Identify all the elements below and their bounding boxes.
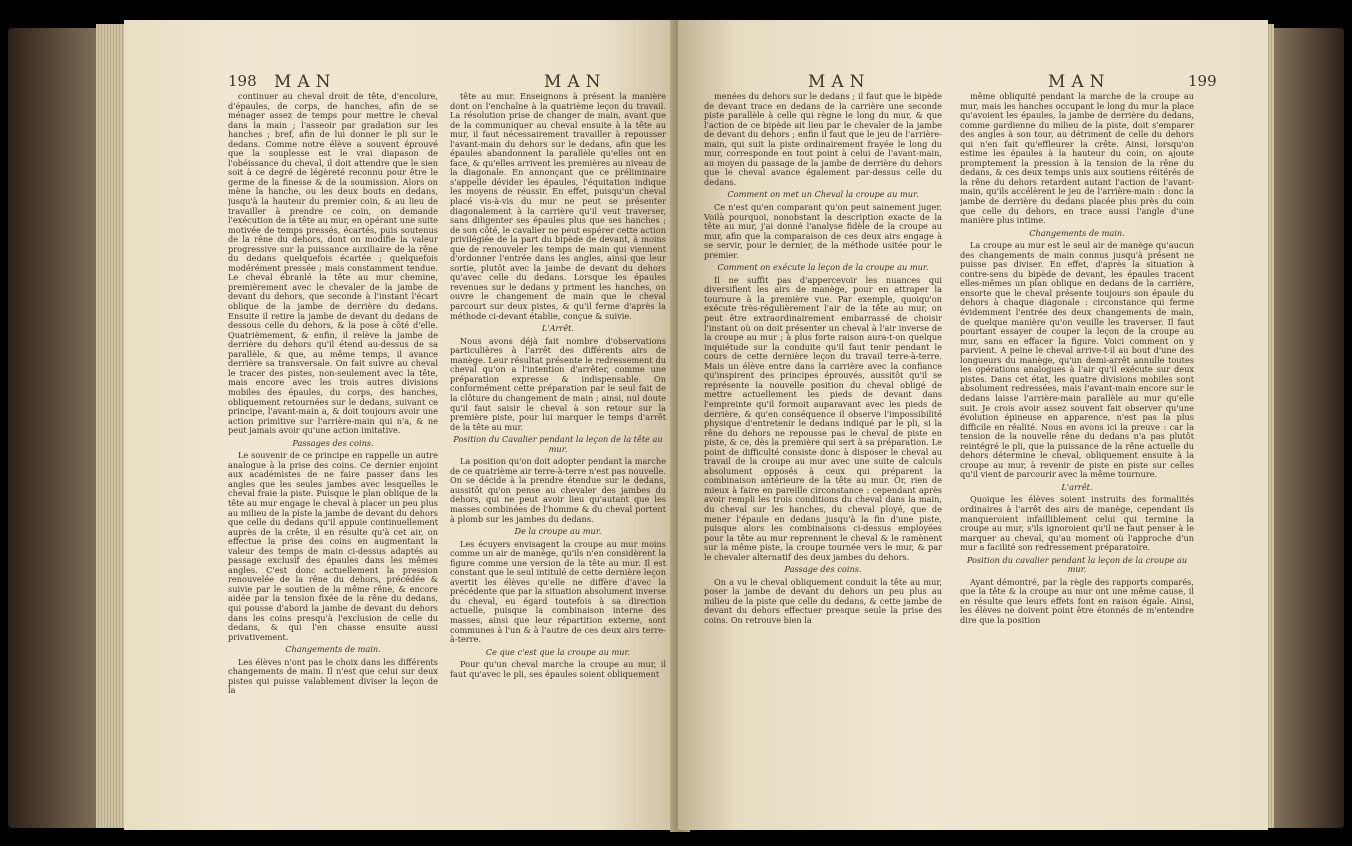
left-running-head-1: MAN — [274, 72, 337, 92]
section-heading: Comment on met un Cheval la croupe au mur. — [727, 189, 919, 200]
section-heading: Passage des coins. — [784, 564, 862, 575]
right-running-head-1: MAN — [808, 72, 871, 92]
left-column-2 — [450, 92, 666, 822]
section-heading: Position du Cavalier pendant la leçon de la tête au mur. — [453, 434, 663, 454]
right-column-2 — [960, 92, 1194, 822]
paragraph: Les élèves n'ont pas le choix dans les différents changements de main. Il n'est que celui sur deux pistes qui puisse valablement diviser la leçon de la — [228, 656, 438, 696]
paragraph: Les écuyers envisagent la croupe au mur moins comme un air de manège, qu'ils n'en considèrent la figure comme une version de la tête au mur. Il est constant que le seul intitulé de cette dernière leçon avertit les élèves qu'elle ne diffère d'avec la précédente que par la situation absolument inverse du cheval, eu égard toutefois à sa direction actuelle, puisque la combinaison interne des masses, ainsi que leur répartition externe, sont communes à l'un & à l'autre de ces deux airs terre-à-terre. — [450, 538, 666, 645]
paragraph: Le souvenir de ce principe en rappelle un autre analogue à la prise des coins. Ce dernier enjoint aux académistes de ne faire passer dans les angles que les seules jambes avec lesquelles le cheval fraie la piste. Puisque le plan oblique de la tête au mur engage le cheval à placer un peu plus au milieu de la piste la jambe de devant du dehors que celle du dedans qu'il appuie continuellement auprès de la crête, il en résulte qu'à cet air, on effectue la prise des coins en augmentant la valeur des temps de main ci-dessus adaptés au passage exclusif des épaules dans les mêmes angles. C'est donc actuellement la pression renouvelée de la rêne du dehors, précédée & suivie par le soutien de la même rêne, & encore aidée par la tension fixée de la rêne du dedans, qui pousse d'abord la jambe de devant du dehors dans les coins presqu'à l'exclusion de celle du dedans, & qui l'en chasse ensuite aussi privativement. — [228, 450, 438, 642]
section-heading: Ce que c'est que la croupe au mur. — [485, 646, 631, 657]
right-page — [678, 20, 1268, 830]
section-heading: Passages des coins. — [292, 437, 374, 448]
paragraph: tête au mur. Enseignons à présent la manière dont on l'enchaîne à la quatrième leçon du travail. La résolution prise de changer de main, avant que de la communiquer au cheval ensuite à la tête au mur, il faut nécessairement travailler à repousser l'avant-main du dehors sur le dedans, afin que les épaules abandonnent la parallèle qu'elles ont en face, & qu'elles arrivent les premières au niveau de la diagonale. En annonçant que ce préliminaire s'appelle dévider les épaules, l'équitation indique les moyens de réussir. En effet, puisqu'un cheval placé vis-à-vis du mur ne peut se présenter diagonalement à la carrière qu'il veut traverser, sans diligenter ses épaules plus que ses hanches ; de son côté, le cavalier ne peut espérer cette action privilégiée de la part du bipède de devant, à moins que de renouveler les temps de main qui viennent d'ordonner l'entrée dans les angles, ainsi que leur sortie, plutôt avec la jambe de devant du dehors qu'avec celle du dedans. Lorsque les épaules revenues sur le dedans y priment les hanches, on ouvre le changement de main que le cheval parcourt sur deux pistes, & qu'il ferme d'après la méthode ci-devant établie, conçue & suivie. — [450, 92, 666, 321]
left-running-head-2: MAN — [544, 72, 607, 92]
paragraph: Quoique les élèves soient instruits des formalités ordinaires à l'arrêt des airs de manège, cependant ils manqueroient infailliblement celui qui termine la croupe au mur, s'ils ignoroient qu'il ne faut penser à le marquer au cheval, qu'au moment où l'approche d'un mur a facilité son redressement préparatoire. — [960, 494, 1194, 553]
section-heading: Changements de main. — [1029, 227, 1125, 238]
paragraph: Ce n'est qu'en comparant qu'on peut sainement juger. Voilà pourquoi, nonobstant la description exacte de la tête au mur, j'ai donné l'analyse fidèle de la croupe au mur, afin que la comparaison de ces deux airs engage à se servir, pour le dernier, de la méthode usitée pour le premier. — [704, 202, 942, 260]
paragraph: même obliquité pendant la marche de la croupe au mur, mais les hanches occupant le long du mur la place qu'avoient les épaules, la jambe de derrière du dedans, comme gardienne du milieu de la piste, doit s'emparer des angles à son tour, au détriment de celle du dehors qui n'en fait qu'effleurer la crête. Ainsi, lorsqu'on estime les épaules à la hauteur du coin, on ajoute promptement la pression à la tension de la rêne du dedans, & ces deux temps unis aux soutiens réitérés de la rêne du dehors retardent autant l'action de l'avant-main, qu'ils accélèrent le jeu de l'arrière-main : donc la jambe de derrière du dedans placée plus près du coin que celle du dehors, en trace aussi l'angle d'une manière plus intime. — [960, 92, 1194, 226]
paragraph: La croupe au mur est le seul air de manège qu'aucun des changements de main connus jusqu'à présent ne puisse pas diviser. En effet, d'après la situation à contre-sens du bipède de devant, les épaules tracent elles-mêmes un plan oblique en dedans de la carrière, ensorte que le cheval présente toujours son épaule du dehors à chaque diagonale : circonstance qui ferme évidemment l'entrée des deux changements de main, de quelque manière qu'on veuille les traverser. Il faut pourtant essayer de couper la leçon de la croupe au mur, sans en effacer la figure. Voici comment on y parvient. A peine le cheval arrive-t-il au bout d'une des longueurs du manège, qu'un demi-arrêt annulle toutes les opérations analogues à l'air qu'il exécute sur deux pistes. Dans cet état, les quatre divisions mobiles sont absolument redressées, mais l'avant-main encore sur le dedans laisse l'arrière-main parallèle au mur qu'elle suit. Je crois avoir assez souvent fait observer qu'une évolution épineuse en apparence, n'est pas la plus difficile en réalité. Nous en avons ici la preuve : car la tension de la nouvelle rêne du dedans n'a pas plutôt reintégré le pli, que la puissance de la rêne actuelle du dehors détermine le cheval, obliquement ensuite à la croupe au mur, à revenir de piste en piste sur celles qu'il vient de parcourir avec la même tournure. — [960, 240, 1194, 480]
right-page-number: 199 — [1188, 72, 1217, 90]
section-heading: L'arrêt. — [1061, 481, 1093, 492]
left-page-number: 198 — [228, 72, 257, 90]
left-column-1 — [228, 92, 438, 822]
paragraph: Ayant démontré, par la règle des rapports comparés, que la tête & la croupe au mur ont une même cause, il en résulte que leurs effets font en raison égale. Ainsi, les élèves ne doivent point être étonnés de m'entendre dire que la position — [960, 576, 1194, 625]
paragraph: menées du dehors sur le dedans ; il faut que le bipède de devant trace en dedans de la carrière une seconde piste parallèle à celle qui règne le long du mur, & que l'action de ce bipède ait lieu par le chevaler de la jambe de devant du dehors ; enfin il faut que le jeu de l'arrière-main, qui suit la piste ordinairement frayée le long du mur, corresponde en tout point à celui de l'avant-main, au moyen du passage de la jambe de derrière du dehors que le cheval avance également par-dessus celle du dedans. — [704, 92, 942, 187]
right-running-head-2: MAN — [1048, 72, 1111, 92]
paragraph: Il ne suffit pas d'appercevoir les nuances qui diversifient les airs de manège, pour en attraper la tournure à la première vue. Par exemple, quoiqu'on exécute très-régulièrement l'air de la tête au mur, on peut être extraordinairement embarrassé de choisir l'instant où on doit présenter un cheval à l'air inverse de la croupe au mur ; à plus forte raison aura-t-on quelque inquiétude sur la conduite qu'il faut tenir pendant le cours de cette dernière leçon du travail terre-à-terre. Mais un élève entre dans la carrière avec la confiance qu'inspirent des principes éprouvés, aussitôt qu'il se représente la nouvelle position du cheval obligé de mettre actuellement les pieds de devant dans l'empreinte qu'il formoit auparavant avec les pieds de derrière, & qu'en conséquence il observe l'impossibilité physique d'entretenir le dedans indiqué par le pli, si la rêne du dehors ne repousse pas le cheval de piste en piste, & ce, dès la première qui sert à sa préparation. Le point de difficulté consiste donc à disposer le cheval au travail de la croupe au mur avec une suite de calculs absolument opposés à ceux qui préparent la combinaison antérieure de la tête au mur. Or, rien de mieux à faire en pareille circonstance : cependant après avoir rempli les trois conditions du cheval dans la main, du cheval sur les hanches, du cheval ployé, que de mener l'épaule en dedans jusqu'à la fin d'une piste, puisque alors les combinaisons ci-dessus employées pour la tête au mur reprennent le cheval & le ramènent sur la même piste, la croupe tournée vers le mur, & par le chevaler alternatif des deux jambes du dehors. — [704, 274, 942, 562]
right-column-1 — [704, 92, 942, 822]
paragraph: Nous avons déjà fait nombre d'observations particulières à l'arrêt des différents airs de manège. Leur résultat présente le redressement du cheval qu'on a l'intention d'arrêter, comme une préparation expresse & indispensable. On conformément cette préparation par le seul fait de la clôture du changement de main ; ainsi, nul doute qu'il faut saisir le cheval à son retour sur la première piste, pour lui marquer le temps d'arrêt de la tête au mur. — [450, 335, 666, 432]
paragraph: On a vu le cheval obliquement conduit la tête au mur, poser la jambe de devant du dehors un peu plus au milieu de la piste que celle du dedans, & cette jambe de devant du dehors effectuer presque seule la prise des coins. On retrouve bien la — [704, 576, 942, 625]
section-heading: L'Arrêt. — [541, 323, 575, 334]
section-heading: Changements de main. — [285, 644, 381, 655]
section-heading: Comment on exécute la leçon de la croupe au mur. — [717, 262, 929, 273]
open-book — [8, 20, 1344, 832]
section-heading: De la croupe au mur. — [514, 526, 602, 537]
paragraph: Pour qu'un cheval marche la croupe au mur, il faut qu'avec le pli, ses épaules soient obliquement — [450, 659, 666, 679]
left-page — [124, 20, 684, 830]
section-heading: Position du cavalier pendant la leçon de la croupe au mur. — [966, 554, 1188, 575]
paragraph: continuer au cheval droit de tête, d'encolure, d'épaules, de corps, de hanches, afin de se ménager assez de temps pour mettre le cheval dans la main ; l'asseoir par gradation sur les hanches ; bref, afin de lui donner le pli sur le dedans. Comme notre élève a souvent éprouvé que la souplesse est le vrai diapason de l'obéissance du cheval, il doit attendre que le sien soit à ce degré de légèreté reconnu pour être le germe de la finesse & de la soumission. Alors on mène la hanche, ou les deux bouts en dedans, jusqu'à la hauteur du premier coin, & au lieu de travailler à prendre ce coin, on demande l'exécution de la tête au mur, en opérant une suite motivée de temps pressés, écartés, puis soutenus de la rêne du dehors, dont on modifie la valeur progressive sur la puissance auxiliaire de la rêne du dedans quelquefois écartée ; quelquefois modérément pressée ; mais constamment tendue. Le cheval ébranlé la tête au mur chemine, premièrement avec le chevaler de la jambe de devant du dehors, que seconde à l'instant l'écart oblique de la jambe de derrière du dedans. Ensuite il retire la jambe de devant du dedans de dessous celle du dehors, & la pose à côté d'elle. Quatrièmement, & enfin, il relève la jambe de derrière du dehors qu'il étend au-dessus de sa parallèle, & que, au même temps, il avance derrière sa transversale. On fait suivre au cheval le tracer des pistes, non-seulement avec la tête, mais encore avec les trois autres divisions mobiles des épaules, du corps, des hanches, obliquement retournées sur le dedans, suivant ce principe, l'avant-main a, & doit toujours avoir une action primitive sur l'arrière-main qui n'a, & ne peut jamais avoir qu'une action imitative. — [228, 92, 438, 436]
paragraph: La position qu'on doit adopter pendant la marche de ce quatrième air terre-à-terre n'est pas nouvelle. On se décide à la prendre étendue sur le dedans, aussitôt qu'on pense au chevaler des jambes du dehors, qui ne peut avoir lieu qu'autant que les masses combinées de l'homme & du cheval portent à plomb sur les jambes du dedans. — [450, 456, 666, 524]
